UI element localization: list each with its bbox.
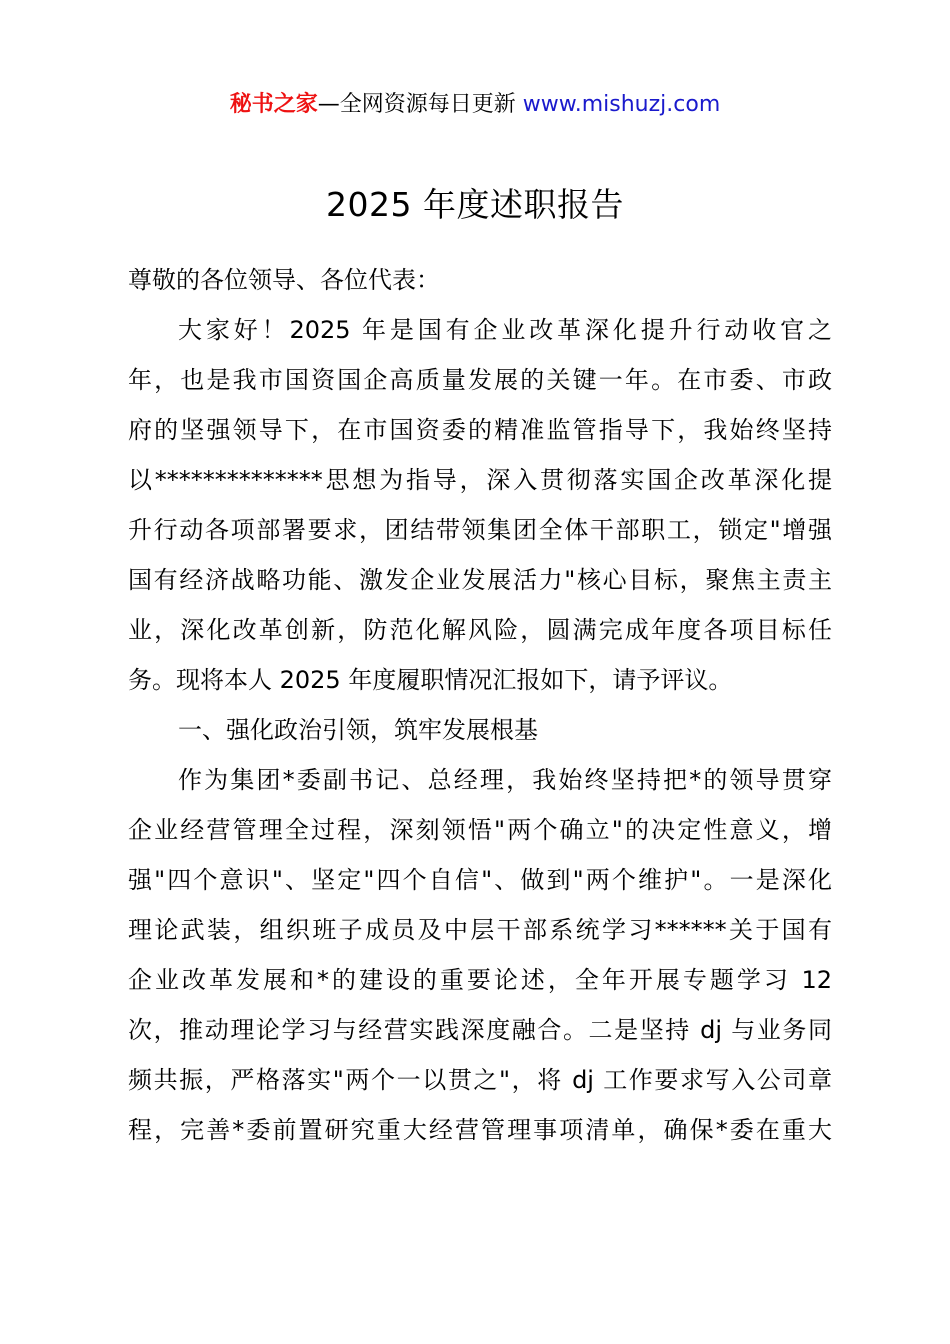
paragraph-line: 程，完善*委前置研究重大经营管理事项清单，确保*委在重大 [128,1116,832,1144]
paragraph-line: 企业改革发展和*的建设的重要论述，全年开展专题学习 12 [128,966,832,994]
brand-name: 秘书之家 [229,92,318,117]
paragraph-line: 次，推动理论学习与经营实践深度融合。二是坚持 dj 与业务同 [128,1016,832,1044]
document-title: 2025 年度述职报告 [326,185,624,224]
paragraph-line: 理论武装，组织班子成员及中层干部系统学习******关于国有 [128,916,832,944]
salutation-line: 尊敬的各位领导、各位代表： [128,266,440,294]
site-url-link[interactable]: www.mishuzj.com [522,92,721,117]
paragraph-line: 作为集团*委副书记、总经理，我始终坚持把*的领导贯穿 [178,766,832,794]
paragraph-line: 府的坚强领导下，在市国资委的精准监管指导下，我始终坚持 [128,416,832,444]
section-heading: 一、强化政治引领，筑牢发展根基 [178,716,538,744]
paragraph-line: 国有经济战略功能、激发企业发展活力"核心目标，聚焦主责主 [128,566,832,594]
header-tagline: —全网资源每日更新 [317,92,523,117]
paragraph-line: 强"四个意识"、坚定"四个自信"、做到"两个维护"。一是深化 [128,866,832,894]
paragraph-line: 升行动各项部署要求，团结带领集团全体干部职工，锁定"增强 [128,516,832,544]
document-body [128,255,832,1155]
paragraph-line: 频共振，严格落实"两个一以贯之"，将 dj 工作要求写入公司章 [128,1066,832,1094]
paragraph-line: 年，也是我市国资国企高质量发展的关键一年。在市委、市政 [128,366,832,394]
paragraph-line: 企业经营管理全过程，深刻领悟"两个确立"的决定性意义，增 [128,816,832,844]
paragraph-line: 业，深化改革创新，防范化解风险，圆满完成年度各项目标任 [128,616,832,644]
paragraph-line: 务。现将本人 2025 年度履职情况汇报如下，请予评议。 [128,666,733,694]
site-header-banner [0,88,950,122]
paragraph-line: 以**************思想为指导，深入贯彻落实国企改革深化提 [128,466,832,494]
paragraph-line: 大家好！2025 年是国有企业改革深化提升行动收官之 [178,316,832,344]
